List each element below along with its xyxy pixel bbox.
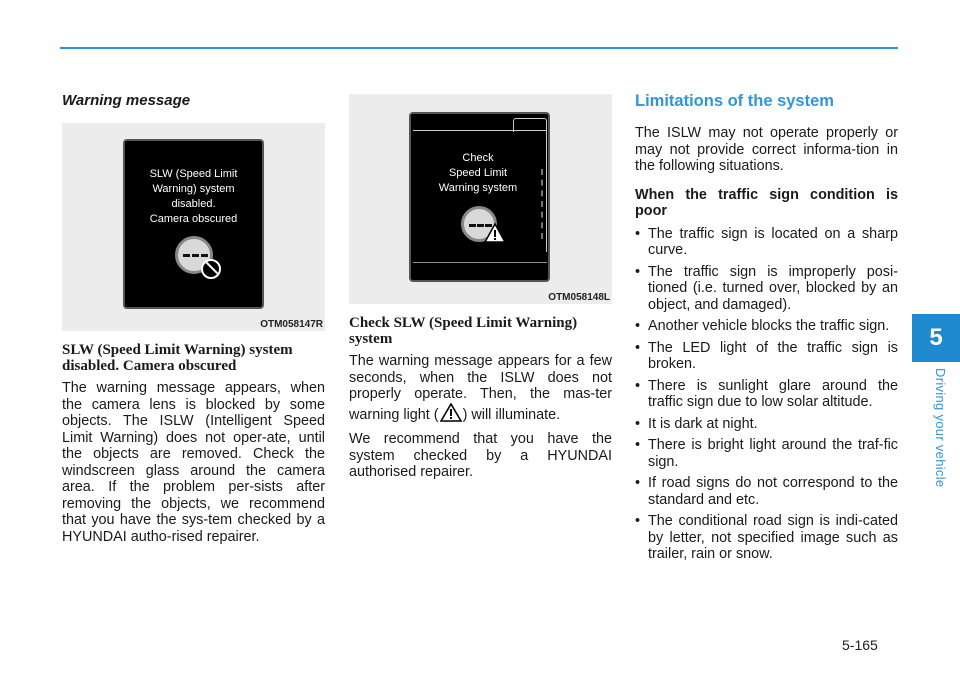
chapter-tab: 5 [912,314,960,362]
top-rule [60,47,898,49]
list-item: • The LED light of the traffic sign is broken. [635,340,898,373]
column-3 [635,90,898,568]
paragraph-text-before: The warning message appears for a few seconds, when the ISLW does not properly operate. Then, the mas-ter warning light ( [349,353,612,423]
figure-code: OTM058148L [548,292,610,303]
figure-check-slw [349,94,612,304]
warning-triangle-icon [440,403,462,422]
list-item: • The traffic sign is located on a sharp curve. [635,226,898,259]
section-title-warning-message: Warning message [62,92,191,109]
page-number: 5-165 [842,637,878,653]
column-2 [349,90,612,489]
warning-triangle-icon [484,223,506,243]
no-sign-icon [201,259,221,279]
figure-code: OTM058147R [260,319,323,330]
heading-camera-obscured: SLW (Speed Limit Warning) system disabled. Camera obscured [62,342,293,374]
list-item: • There is sunlight glare around the traffic sign due to low solar altitude. [635,378,898,411]
figure-camera-obscured [62,123,325,331]
chapter-label: Driving your vehicle [933,368,948,488]
paragraph-text-after: ) will illuminate. [462,406,561,423]
condition-heading: When the traffic sign condition is poor [635,186,898,219]
limitations-intro: The ISLW may not operate properly or may not provide correct informa-tion in the following situations. [635,125,898,174]
display-message: SLW (Speed Limit Warning) system disabled. Camera obscured [149,168,238,225]
display-message: Check Speed Limit Warning system [438,152,518,194]
paragraph-recommend: We recommend that you have the system checked by a HYUNDAI authorised repairer. [349,431,612,480]
cluster-display [123,139,264,309]
column-1 [62,90,325,553]
list-item: • It is dark at night. [635,416,898,433]
limitations-title: Limitations of the system [635,92,834,110]
list-item: • Another vehicle blocks the traffic sign. [635,318,898,335]
display-divider [413,262,547,263]
paragraph-camera-obscured: The warning message appears, when the camera lens is blocked by some objects. The ISLW (Intelligent Speed Limit Warning) does not oper-ate, until the objects are removed. Check the windscreen glass around the camera area. If the problem per-sists after removing the objects, we recommend that you have the sys-tem checked by a HYUNDAI autho-rised repairer. [62,380,325,545]
limitations-list [635,226,898,563]
cluster-display [409,112,550,282]
list-item: • If road signs do not correspond to the standard and etc. [635,475,898,508]
heading-check-slw: Check SLW (Speed Limit Warning) system [349,315,578,347]
list-item: • There is bright light around the traf-fic sign. [635,437,898,470]
list-item: • The conditional road sign is indi-cated by letter, not specified image such as trailer, rain or snow. [635,513,898,563]
list-item: • The traffic sign is improperly posi-tioned (i.e. turned over, blocked by an object, and damaged). [635,264,898,314]
paragraph-check-slw [349,353,612,423]
